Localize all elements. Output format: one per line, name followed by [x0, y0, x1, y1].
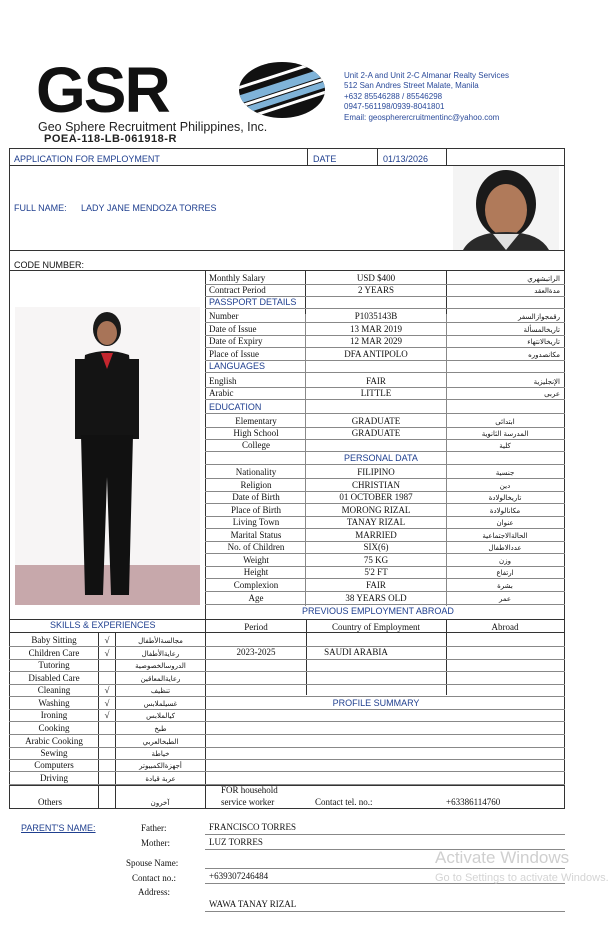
nat-value: FILIPINO: [357, 467, 395, 477]
phone-line-2: 0947-561198/0939-8041801: [344, 102, 445, 112]
col-abroad: Abroad: [491, 622, 519, 632]
elem-label: Elementary: [235, 416, 277, 426]
full-name-label: FULL NAME:: [14, 203, 67, 213]
hs-label: High School: [233, 428, 279, 438]
english-arabic: الإنجليزية: [533, 378, 560, 386]
address-label: Address:: [138, 887, 170, 897]
elem-arabic: ابتدائى: [495, 418, 515, 426]
elem-value: GRADUATE: [351, 416, 401, 426]
mother-label: Mother:: [141, 838, 170, 848]
contact-no-value: +639307246484: [209, 871, 269, 881]
employment-row-country: SAUDI ARABIA: [324, 647, 388, 657]
email-line: Email: geospherercruitmentinc@yahoo.com: [344, 112, 500, 122]
complexion-value: FAIR: [366, 580, 386, 590]
height-arabic: ارتفاع: [496, 569, 514, 577]
weight-value: 75 KG: [363, 555, 389, 565]
rel-value: CHRISTIAN: [351, 480, 400, 490]
issue-value: 13 MAR 2019: [349, 324, 402, 334]
town-value: TANAY RIZAL: [346, 517, 406, 527]
languages-section-title: LANGUAGES: [209, 361, 266, 371]
applicant-full-body-photo: [15, 307, 200, 605]
skill-label: Cleaning: [37, 685, 71, 695]
contact-tel-label: Contact tel. no.:: [315, 797, 373, 807]
height-value: 5'2 FT: [364, 567, 388, 577]
father-value: FRANCISCO TORRES: [209, 822, 296, 832]
contract-value: 2 YEARS: [358, 285, 394, 295]
contract-label: Contract Period: [209, 285, 266, 295]
skill-arabic: طبخ: [154, 725, 167, 733]
nat-arabic: جنسية: [495, 469, 515, 477]
skill-label: Sewing: [40, 748, 68, 758]
profile-summary-title: PROFILE SUMMARY: [332, 698, 420, 708]
issue-arabic: تاريخالمسألة: [523, 326, 560, 334]
employment-row-period: 2023-2025: [236, 647, 276, 657]
weight-arabic: وزن: [499, 557, 511, 565]
company-name: Geo Sphere Recruitment Philippines, Inc.: [38, 120, 268, 134]
others-label: Others: [38, 797, 62, 807]
address-line-1: Unit 2-A and Unit 2-C Almanar Realty Services: [344, 71, 509, 80]
number-label: Number: [209, 311, 239, 321]
parents-section-title: PARENT'S NAME:: [21, 823, 96, 833]
employment-section-title: PREVIOUS EMPLOYMENT ABROAD: [302, 606, 454, 616]
skills-section-title: SKILLS & EXPERIENCES: [50, 620, 156, 630]
rel-arabic: دين: [499, 482, 511, 490]
expiry-label: Date of Expiry: [209, 336, 263, 346]
skill-arabic: رعايةالأطفال: [141, 650, 180, 658]
education-section-title: EDUCATION: [209, 402, 262, 412]
height-label: Height: [243, 567, 269, 577]
license-number: POEA-118-LB-061918-R: [44, 133, 177, 145]
expiry-value: 12 MAR 2029: [349, 336, 402, 346]
skill-label: Washing: [38, 698, 70, 708]
activate-windows-hint: Go to Settings to activate Windows.: [435, 872, 609, 884]
town-label: Living Town: [232, 517, 280, 527]
dob-value: 01 OCTOBER 1987: [339, 492, 413, 502]
english-label: English: [209, 376, 237, 386]
company-contact: [344, 71, 509, 123]
dob-arabic: تاريخالولادة: [488, 494, 522, 502]
number-arabic: رقمجوازالسفر: [518, 313, 560, 321]
pob-label: Place of Birth: [231, 505, 281, 515]
marital-label: Marital Status: [230, 530, 282, 540]
skill-label: Arabic Cooking: [25, 736, 83, 746]
english-value: FAIR: [366, 376, 386, 386]
col-period: Period: [244, 622, 268, 632]
weight-label: Weight: [243, 555, 269, 565]
complexion-label: Complexion: [233, 580, 279, 590]
college-arabic: كلية: [499, 442, 511, 450]
salary-label: Monthly Salary: [209, 273, 266, 283]
dob-label: Date of Birth: [232, 492, 280, 502]
skill-check: √: [104, 648, 110, 658]
hs-value: GRADUATE: [351, 428, 401, 438]
issue-label: Date of Issue: [209, 324, 257, 334]
full-name-value: LADY JANE MENDOZA TORRES: [81, 203, 217, 213]
col-country: Country of Employment: [332, 622, 420, 632]
skill-arabic: تنظيف: [150, 687, 171, 695]
skill-label: Children Care: [28, 648, 80, 658]
skill-check: √: [104, 685, 110, 695]
arabic-arabic: عربى: [544, 390, 560, 398]
date-label: DATE: [313, 154, 337, 164]
pob-arabic: مكانالولادة: [489, 507, 521, 515]
spouse-label: Spouse Name:: [126, 858, 179, 868]
college-label: College: [242, 440, 270, 450]
place-value: DFA ANTIPOLO: [344, 349, 408, 359]
company-logo-text: GSR: [36, 54, 169, 126]
footer-note-1: FOR household: [221, 785, 278, 795]
children-arabic: عددالاطفال: [488, 544, 522, 552]
phone-line-1: +632 85546288 / 85546298: [344, 91, 443, 101]
place-label: Place of Issue: [209, 349, 259, 359]
applicant-face-photo: [453, 166, 559, 250]
skill-arabic: غسيلملابس: [143, 700, 178, 708]
skill-label: Cooking: [38, 723, 70, 733]
number-value: P1035143B: [354, 311, 398, 321]
code-number-label: CODE NUMBER:: [14, 260, 85, 270]
skill-arabic: أجهزةالكمبيوتر: [139, 762, 182, 770]
arabic-value: LITTLE: [360, 388, 392, 398]
contact-no-label: Contact no.:: [132, 873, 176, 883]
contact-tel-value: +63386114760: [446, 797, 501, 807]
skill-arabic: خياطة: [151, 750, 170, 758]
father-label: Father:: [141, 823, 167, 833]
salary-value: USD $400: [356, 273, 396, 283]
skill-label: Tutoring: [38, 660, 70, 670]
skill-check: √: [104, 635, 110, 645]
marital-value: MARRIED: [355, 530, 397, 540]
skill-check: √: [104, 710, 110, 720]
skill-arabic: كيالملابس: [146, 712, 175, 720]
personal-section-title: PERSONAL DATA: [344, 453, 418, 463]
skill-check: √: [104, 698, 110, 708]
marital-arabic: الحالةالاجتماعية: [482, 532, 528, 540]
skill-arabic: مجالسةالأطفال: [138, 637, 183, 645]
skill-label: Disabled Care: [28, 673, 80, 683]
skill-arabic: الدروسالخصوصية: [135, 662, 186, 670]
address-value: WAWA TANAY RIZAL: [209, 899, 297, 909]
skill-label: Computers: [34, 760, 74, 770]
complexion-arabic: بشرة: [497, 582, 513, 590]
mother-value: LUZ TORRES: [209, 837, 263, 847]
place-arabic: مكانصدوره: [528, 351, 560, 359]
skill-label: Ironing: [40, 710, 68, 720]
skill-arabic: الطبخالعربي: [142, 738, 179, 746]
passport-section-title: PASSPORT DETAILS: [209, 297, 297, 307]
town-arabic: عنوان: [496, 519, 514, 527]
others-arabic: آخرون: [150, 799, 170, 807]
date-value: 01/13/2026: [383, 154, 429, 164]
address-line-2: 512 San Andres Street Malate, Manila: [344, 81, 479, 91]
arabic-label: Arabic: [209, 388, 234, 398]
salary-arabic: الراتبشهري: [527, 275, 560, 283]
contract-arabic: مدةالعقد: [534, 287, 560, 295]
age-value: 38 YEARS OLD: [345, 593, 407, 603]
nat-label: Nationality: [235, 467, 277, 477]
form-title: APPLICATION FOR EMPLOYMENT: [14, 154, 160, 164]
skill-label: Baby Sitting: [31, 635, 77, 645]
rel-label: Religion: [240, 480, 272, 490]
footer-note-2: service worker: [221, 797, 275, 807]
pob-value: MORONG RIZAL: [341, 505, 411, 515]
skill-arabic: رعايةالمعاقين: [140, 675, 181, 683]
children-label: No. of Children: [227, 542, 285, 552]
age-label: Age: [248, 593, 264, 603]
age-arabic: عمر: [498, 595, 512, 603]
hs-arabic: المدرسة الثانوية: [481, 430, 529, 438]
globe-logo-icon: [238, 60, 326, 120]
skill-arabic: عربة قيادة: [145, 775, 176, 783]
expiry-arabic: تاريخالانتهاء: [527, 338, 560, 346]
children-value: SIX(6): [363, 542, 389, 552]
activate-windows-watermark: Activate Windows: [435, 848, 570, 867]
skill-label: Driving: [40, 773, 68, 783]
